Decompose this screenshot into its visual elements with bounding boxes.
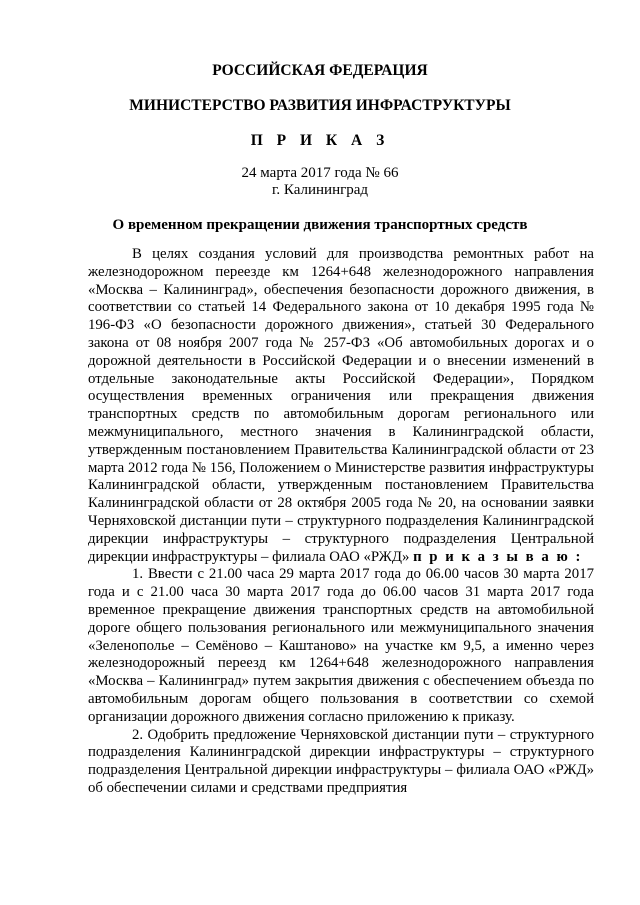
city: г. Калининград [271,182,369,198]
preamble-text: В целях создания условий для производства ремонтных работ на железнодорожном переезде км 1264+648 железнодорожного направления «Москва – Калининград», обеспечения безопасности дорожного движения, в соответствии со статьей 14 Федерального закона от 10 декабря 1995 года № 196-ФЗ «О безопасности дорожного движения», статьей 30 Федерального закона от 08 ноября 2007 года № 257-ФЗ «Об автомобильных дорогах и о дорожной деятельности в Российской Федерации и о внесении изменений в отдельные законодательные акты Российской Федерации», Порядком осуществления временных ограничения или прекращения движения транспортных средств по автомобильным дорогам регионального или межмуниципального, местного значения в Калининградской области, утвержденным постановлением Правительства Калининградской области от 23 марта 2012 года № 156, Положением о Министерстве развития инфраструктуры Калининградской области, утвержденным постановлением Правительства Калининградской области от 28 октября 2005 года № 20, на основании заявки Черняховской дистанции пути – структурного подразделения Калининградской дирекции инфраструктуры – структурного подразделения Центральной дирекции инфраструктуры – филиала ОАО «РЖД» [88,246,594,565]
header-doc-type: П Р И К А З [250,132,390,149]
item-2-paragraph: 2. Одобрить предложение Черняховской дистанции пути – структурного подразделения Калининградской дирекции инфраструктуры – структурного подразделения Центральной дирекции инфраструктуры – филиала ОАО «РЖД» об обеспечении силами и средствами предприятия [88,726,594,796]
date-block [0,165,640,199]
order-word: п р и к а з ы в а ю : [413,548,583,565]
document-body [88,246,594,798]
date-number: 24 марта 2017 года № 66 [241,165,399,181]
document-title: О временном прекращении движения транспортных средств [112,217,528,233]
item-1-paragraph: 1. Ввести с 21.00 часа 29 марта 2017 года до 06.00 часов 30 марта 2017 года и с 21.00 часа 30 марта 2017 года до 06.00 часов 31 марта 2017 года временное прекращение движения транспортных средств на автомобильной дороге общего пользования регионального или межмуниципального значения «Зеленополье – Семёново – Каштаново» на участке км 9,5, а именно через железнодорожный переезд км 1264+648 железнодорожного направления «Москва – Калининград» путем закрытия движения с обеспечением объезда по автомобильным дорогам общего пользования в соответствии со схемой организации дорожного движения согласно приложению к приказу. [88,566,594,725]
header-ministry: МИНИСТЕРСТВО РАЗВИТИЯ ИНФРАСТРУКТУРЫ [129,97,511,114]
preamble-paragraph [88,246,594,566]
header-country: РОССИЙСКАЯ ФЕДЕРАЦИЯ [212,62,428,79]
